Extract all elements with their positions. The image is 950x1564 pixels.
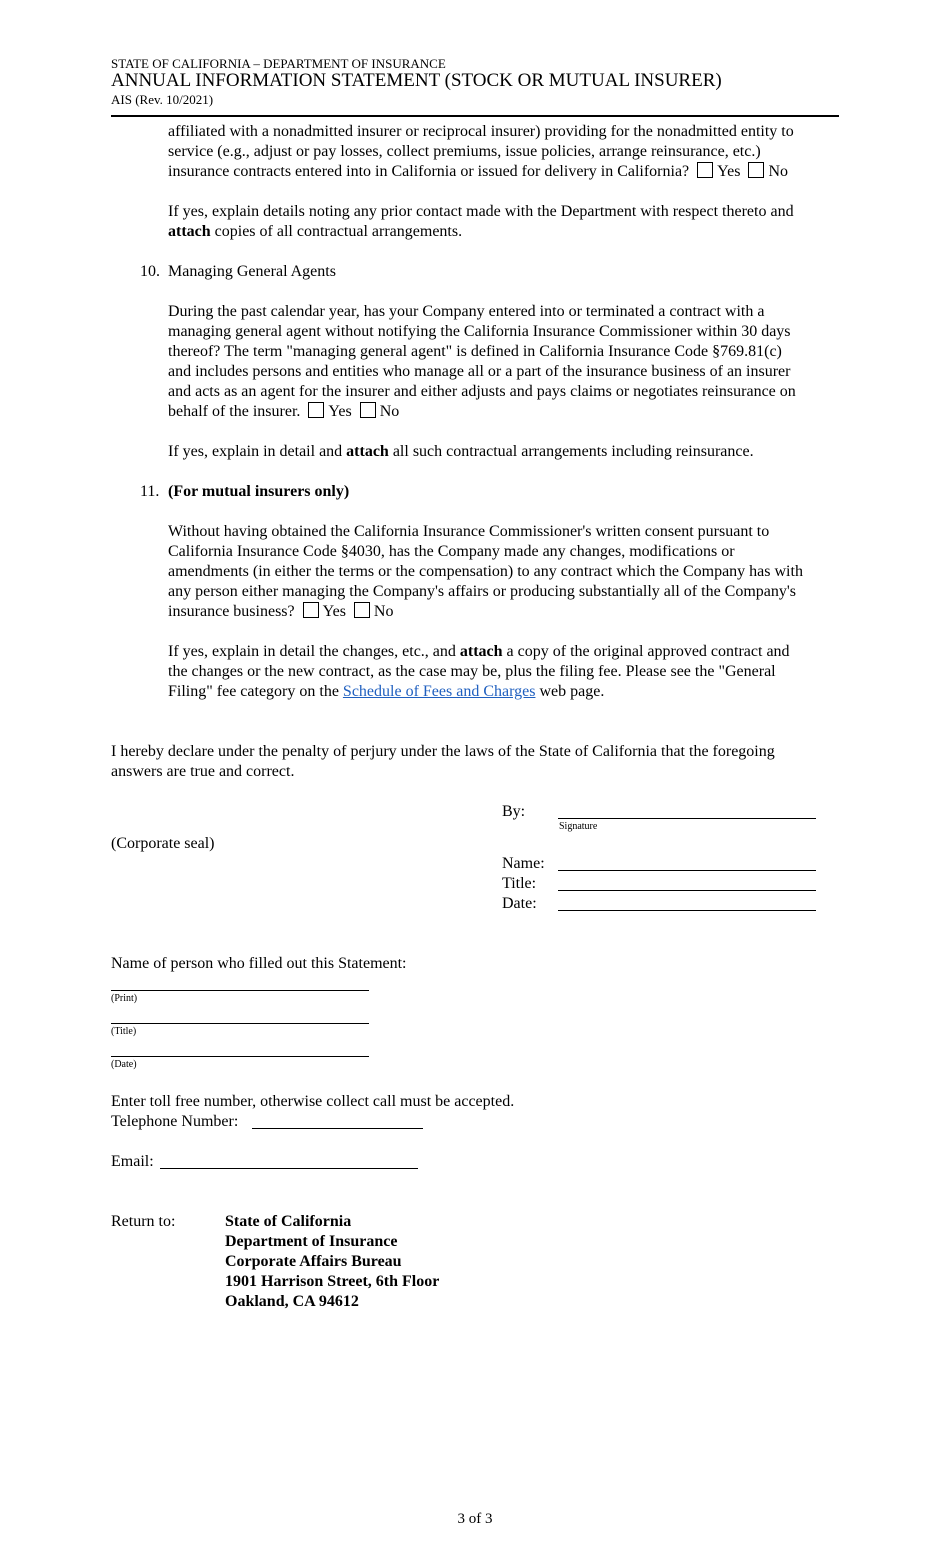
q9-yes-label: Yes xyxy=(717,163,741,180)
q11-explain-line-1 xyxy=(168,642,790,662)
q9-line-2: service (e.g., adjust or pay losses, collect premiums, issue policies, arrange reinsurance, etc.) xyxy=(168,143,761,160)
print-caption: (Print) xyxy=(111,993,138,1004)
filler-date-line[interactable] xyxy=(111,1056,369,1057)
q11-number: 11. xyxy=(140,483,160,500)
name-line[interactable] xyxy=(558,870,816,871)
q11-explain-l3a: Filing" fee category on the xyxy=(168,683,339,700)
return-address-line-1: State of California xyxy=(225,1213,352,1230)
q11-yes-checkbox[interactable] xyxy=(303,602,319,618)
q11-line-4: any person either managing the Company's affairs or producing substantially all of the Company's xyxy=(168,583,796,600)
q11-line-5 xyxy=(168,602,393,622)
q11-question-text: insurance business? xyxy=(168,603,295,620)
return-address-line-3: Corporate Affairs Bureau xyxy=(225,1253,402,1270)
name-label: Name: xyxy=(502,855,545,872)
q10-number: 10. xyxy=(140,263,160,280)
q9-explain-text: copies of all contractual arrangements. xyxy=(214,223,463,240)
signature-caption: Signature xyxy=(559,821,598,832)
schedule-of-fees-link[interactable]: Schedule of Fees and Charges xyxy=(342,683,536,700)
q9-attach-bold: attach xyxy=(168,223,211,240)
q11-line-2: California Insurance Code §4030, has the Company made any changes, modifications or xyxy=(168,543,735,560)
q11-title xyxy=(168,482,349,502)
q11-explain-a: If yes, explain in detail the changes, etc., and xyxy=(168,643,456,660)
q11-explain-line-2: the changes or the new contract, as the case may be, plus the filing fee. Please see the "General xyxy=(168,663,776,680)
declaration-line-2: answers are true and correct. xyxy=(111,763,295,780)
title-label: Title: xyxy=(502,875,537,892)
filler-title-caption: (Title) xyxy=(111,1026,137,1037)
q10-line-4: and includes persons and entities who manage all or a part of the insurance business of an insurer xyxy=(168,363,791,380)
return-address-line-5: Oakland, CA 94612 xyxy=(225,1293,359,1310)
q10-line-5: and acts as an agent for the insurer and either adjusts and pays claims or negotiates reinsurance on xyxy=(168,383,796,400)
q9-line-3 xyxy=(168,162,788,182)
date-line[interactable] xyxy=(558,910,816,911)
q11-explain-line-3 xyxy=(168,682,604,702)
q9-no-checkbox[interactable] xyxy=(748,162,764,178)
email-line[interactable] xyxy=(160,1168,418,1169)
q10-attach-bold: attach xyxy=(346,443,389,460)
telephone-line[interactable] xyxy=(252,1128,423,1129)
q11-attach-bold: attach xyxy=(459,643,503,660)
q9-line-1: affiliated with a nonadmitted insurer or reciprocal insurer) providing for the nonadmitted entity to xyxy=(168,123,794,140)
q11-no-checkbox[interactable] xyxy=(354,602,370,618)
q10-explain-a: If yes, explain in detail and xyxy=(168,443,343,460)
form-revision: AIS (Rev. 10/2021) xyxy=(111,92,214,107)
q10-line-2: managing general agent without notifying the California Insurance Commissioner within 30 days xyxy=(168,323,791,340)
return-label: Return to: xyxy=(111,1213,176,1230)
q10-explain xyxy=(168,442,754,462)
return-address-line-2: Department of Insurance xyxy=(225,1233,398,1250)
title-line[interactable] xyxy=(558,890,816,891)
q10-no-checkbox[interactable] xyxy=(360,402,376,418)
q11-line-1: Without having obtained the California Insurance Commissioner's written consent pursuant to xyxy=(168,523,770,540)
q11-title-bold: (For mutual insurers only) xyxy=(168,483,350,500)
q9-no-label: No xyxy=(768,163,788,180)
q9-explain-line-2 xyxy=(168,222,462,242)
q10-yes-checkbox[interactable] xyxy=(308,402,324,418)
q10-line-3: thereof? The term "managing general agent" is defined in California Insurance Code §769.81(c) xyxy=(168,343,782,360)
telephone-label: Telephone Number: xyxy=(111,1113,239,1130)
corporate-seal: (Corporate seal) xyxy=(111,835,215,852)
q9-explain-line-1: If yes, explain details noting any prior contact made with the Department with respect thereto and xyxy=(168,203,794,220)
q11-line-3: amendments (in either the terms or the compensation) to any contract which the Company has with xyxy=(168,563,803,580)
q11-explain-l3b: web page. xyxy=(539,683,605,700)
toll-free-note: Enter toll free number, otherwise collect call must be accepted. xyxy=(111,1093,515,1110)
by-label: By: xyxy=(502,803,526,820)
q9-yes-checkbox[interactable] xyxy=(697,162,713,178)
date-label: Date: xyxy=(502,895,537,912)
email-label: Email: xyxy=(111,1153,154,1170)
q11-no-label: No xyxy=(373,603,394,620)
signature-line[interactable] xyxy=(558,818,816,819)
declaration-line-1: I hereby declare under the penalty of perjury under the laws of the State of California that the foregoing xyxy=(111,743,775,760)
q11-yes-label: Yes xyxy=(322,603,346,620)
q10-no-label: No xyxy=(379,403,400,420)
q10-title: Managing General Agents xyxy=(168,263,336,280)
filler-date-caption: (Date) xyxy=(111,1059,137,1070)
q10-explain-b: all such contractual arrangements including reinsurance. xyxy=(392,443,754,460)
q10-line-6 xyxy=(168,402,399,422)
filler-title-line[interactable] xyxy=(111,1023,369,1024)
q10-question-text: behalf of the insurer. xyxy=(168,403,301,420)
q11-explain-b: a copy of the original approved contract and xyxy=(506,643,790,660)
print-line[interactable] xyxy=(111,990,369,991)
q10-line-1: During the past calendar year, has your Company entered into or terminated a contract with a xyxy=(168,303,765,320)
header-rule xyxy=(111,115,839,117)
q10-yes-label: Yes xyxy=(328,403,352,420)
q9-question-text: insurance contracts entered into in California or issued for delivery in California? xyxy=(168,163,690,180)
return-address-line-4: 1901 Harrison Street, 6th Floor xyxy=(225,1273,440,1290)
form-title: ANNUAL INFORMATION STATEMENT (STOCK OR MUTUAL INSURER) xyxy=(111,70,722,91)
header-department: STATE OF CALIFORNIA – DEPARTMENT OF INSURANCE xyxy=(111,56,446,71)
filler-heading: Name of person who filled out this Statement: xyxy=(111,955,407,972)
page-number: 3 of 3 xyxy=(457,1511,493,1527)
